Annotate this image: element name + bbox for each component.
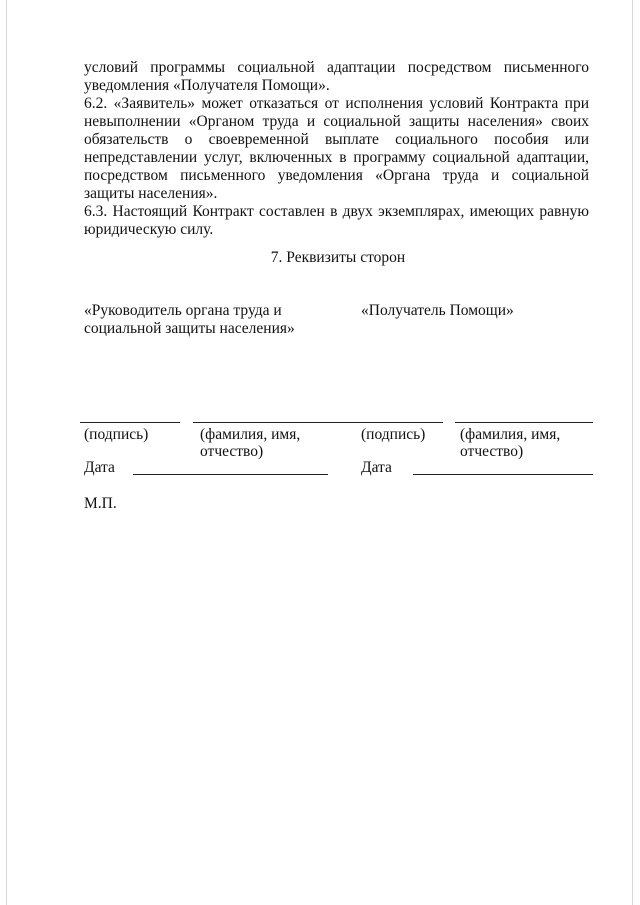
name-label-right-line2: отчество) <box>460 443 524 460</box>
date-label-right: Дата <box>361 459 392 476</box>
party-left-line2: социальной защиты населения» <box>84 320 295 337</box>
name-label-right-line1: (фамилия, имя, <box>460 426 561 443</box>
paragraph-6-3: 6.3. Настоящий Контракт составлен в двух экземплярах, имеющих равную юридическую силу. <box>84 203 589 238</box>
party-right: «Получатель Помощи» <box>361 302 514 319</box>
signature-label-left: (подпись) <box>84 426 149 443</box>
party-left-line1: «Руководитель органа труда и <box>84 302 282 319</box>
signature-line-left <box>80 422 180 423</box>
date-label-left: Дата <box>84 459 115 476</box>
date-line-right <box>413 474 593 475</box>
date-line-left <box>133 474 328 475</box>
paragraph-6-1-tail: условий программы социальной адаптации посредством письменного уведомления «Получателя Помощи». <box>84 59 589 94</box>
paragraph-6-2: 6.2. «Заявитель» может отказаться от исполнения условий Контракта при невыполнении «Органом труда и социальной защиты населения» своих обязательств о своевременной выплате социального пособия или непредставлении услуг, включенных в программу социальной адаптации, посредством письменного уведомления «Органа труда и социальной защиты населения». <box>84 95 589 202</box>
signature-label-right: (подпись) <box>361 426 426 443</box>
name-label-left-line1: (фамилия, имя, <box>200 426 301 443</box>
scan-edge-left <box>6 0 7 905</box>
stamp-label: М.П. <box>84 495 117 512</box>
name-line-left <box>193 422 443 423</box>
scan-edge-right <box>632 0 633 905</box>
name-line-right <box>455 422 593 423</box>
section-7-title: 7. Реквизиты сторон <box>270 249 406 266</box>
name-label-left-line2: отчество) <box>200 443 264 460</box>
